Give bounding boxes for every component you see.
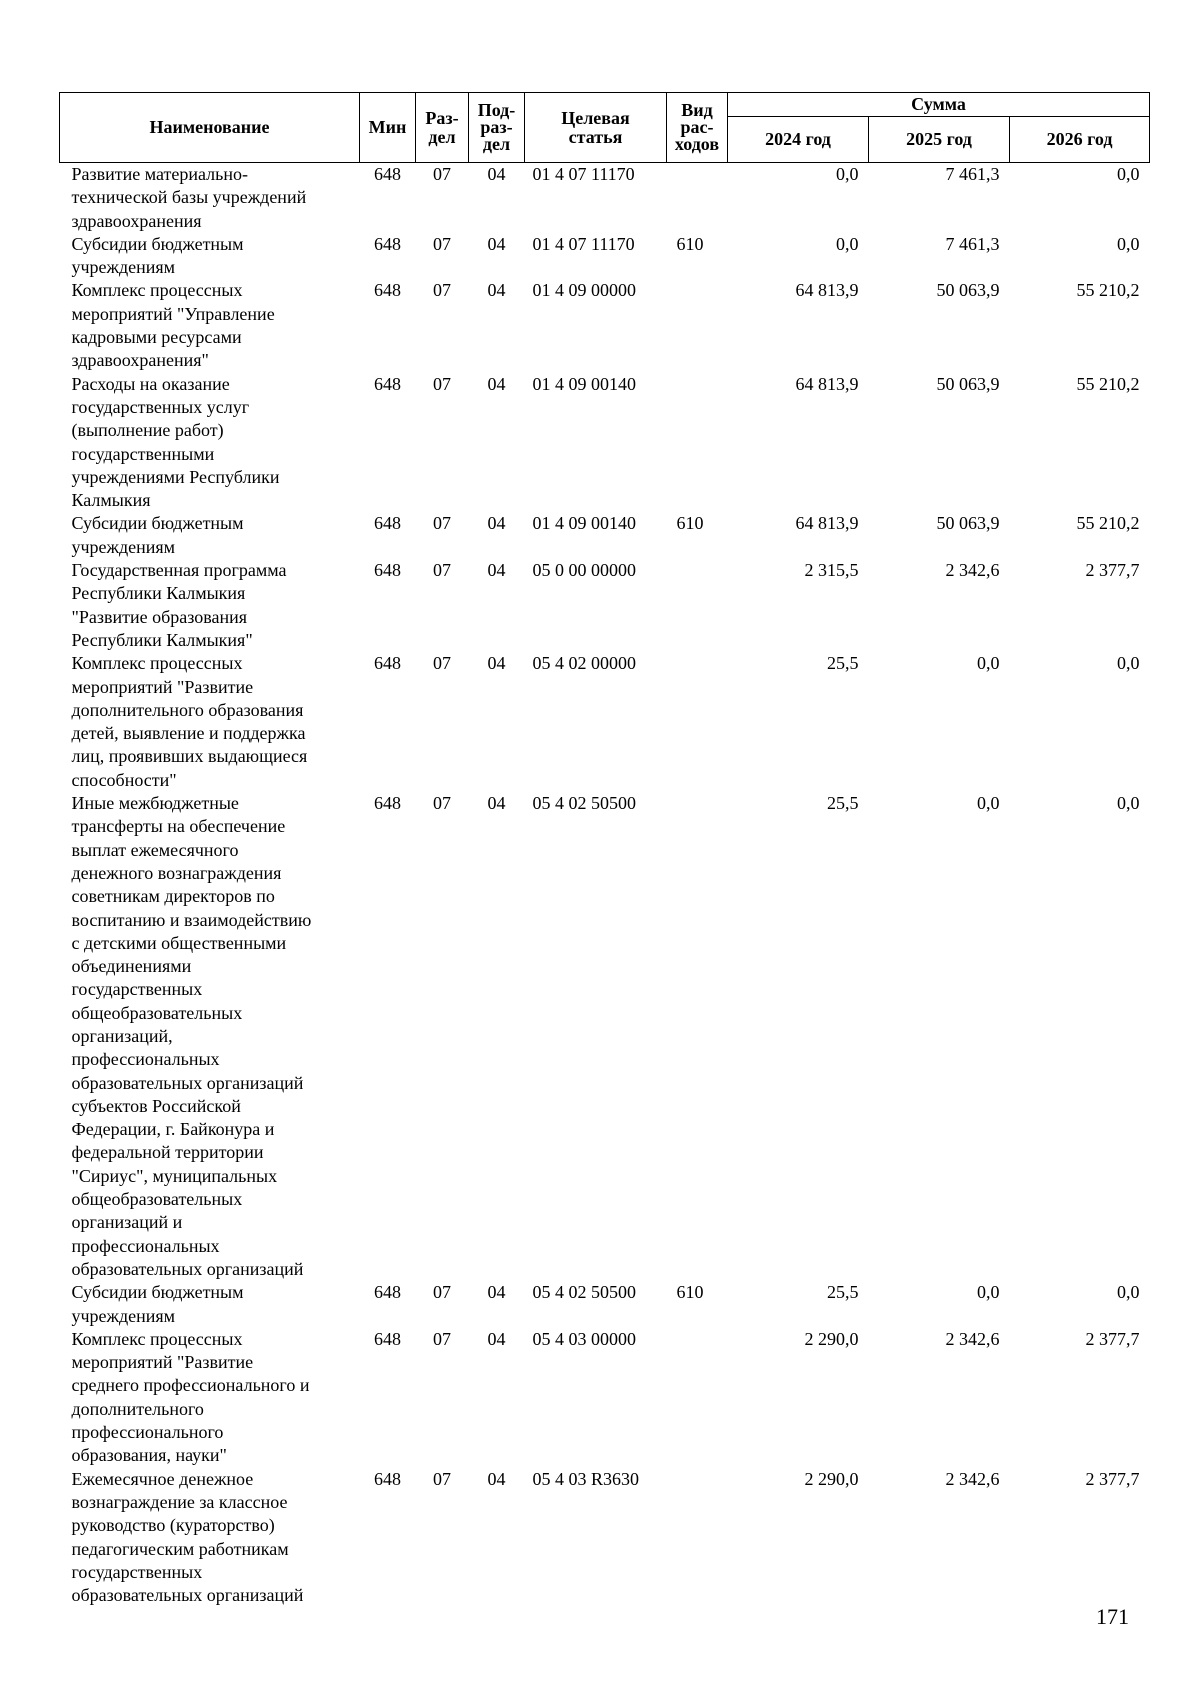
row-podrazdel: 04 bbox=[487, 280, 506, 301]
row-razdel: 07 bbox=[433, 560, 451, 581]
row-sum-2026: 2 377,7 bbox=[1085, 560, 1140, 581]
row-tselevaya-statya: 05 4 03 00000 bbox=[532, 1328, 636, 1349]
table-row bbox=[60, 1328, 1150, 1468]
row-tselevaya-statya: 01 4 09 00000 bbox=[532, 280, 636, 301]
table-row bbox=[60, 279, 1150, 372]
row-podrazdel: 04 bbox=[487, 513, 506, 534]
row-sum-2024: 64 813,9 bbox=[795, 280, 859, 301]
row-min: 648 bbox=[374, 1282, 401, 1303]
row-tselevaya-statya: 05 4 02 00000 bbox=[532, 653, 636, 674]
row-min: 648 bbox=[374, 164, 401, 184]
row-name: Иные межбюджетные трансферты на обеспечение выплат ежемесячного денежного вознаграждения советникам директоров по воспитанию и взаимодействию с детскими общественными объединениями государственных общеобразовательных организаций, профессиональных образовательных организаций субъектов Российской Федерации, г. Байконура и федеральной территории "Сириус", муниципальных общеобразовательных организаций и профессиональных образовательных организаций bbox=[71, 793, 312, 1279]
table-row bbox=[60, 233, 1150, 280]
row-tselevaya-statya: 05 0 00 00000 bbox=[532, 560, 636, 581]
row-podrazdel: 04 bbox=[487, 373, 506, 394]
row-sum-2024: 2 290,0 bbox=[804, 1328, 859, 1349]
table-row bbox=[60, 652, 1150, 792]
row-name: Государственная программа Республики Калмыкия "Развитие образования Республики Калмыкия" bbox=[71, 560, 287, 650]
row-sum-2025: 2 342,6 bbox=[945, 1328, 1000, 1349]
row-tselevaya-statya: 01 4 09 00140 bbox=[532, 373, 636, 394]
row-podrazdel: 04 bbox=[487, 1468, 506, 1489]
header-year-2026: 2026 год bbox=[1010, 117, 1150, 163]
row-min: 648 bbox=[374, 1468, 401, 1489]
row-podrazdel: 04 bbox=[487, 233, 506, 254]
row-sum-2026: 2 377,7 bbox=[1085, 1328, 1140, 1349]
row-razdel: 07 bbox=[433, 653, 451, 674]
row-vid-raskhodov: 610 bbox=[676, 513, 704, 534]
row-razdel: 07 bbox=[433, 233, 451, 254]
row-sum-2025: 50 063,9 bbox=[936, 373, 1000, 394]
table-row bbox=[60, 792, 1150, 1281]
row-sum-2024: 25,5 bbox=[827, 1282, 859, 1303]
row-razdel: 07 bbox=[433, 1468, 451, 1489]
budget-page bbox=[59, 92, 1149, 1607]
row-sum-2025: 7 461,3 bbox=[945, 233, 1000, 254]
row-vid-raskhodov: 610 bbox=[676, 233, 704, 254]
row-podrazdel: 04 bbox=[487, 560, 506, 581]
header-razdel: Раз- дел bbox=[416, 93, 469, 163]
row-sum-2025: 0,0 bbox=[977, 653, 1000, 674]
row-vid-raskhodov bbox=[667, 373, 728, 513]
row-name: Субсидии бюджетным учреждениям bbox=[71, 513, 244, 557]
row-sum-2025: 2 342,6 bbox=[945, 1468, 1000, 1489]
row-vid-raskhodov bbox=[667, 792, 728, 1281]
row-razdel: 07 bbox=[433, 373, 451, 394]
row-name: Развитие материально- технической базы учреждений здравоохранения bbox=[71, 164, 307, 231]
row-razdel: 07 bbox=[433, 164, 451, 184]
row-vid-raskhodov bbox=[667, 1468, 728, 1608]
header-vid-raskhodov: Вид рас- ходов bbox=[667, 93, 728, 163]
row-sum-2024: 25,5 bbox=[827, 793, 859, 814]
row-sum-2025: 50 063,9 bbox=[936, 513, 1000, 534]
row-podrazdel: 04 bbox=[487, 1282, 506, 1303]
row-tselevaya-statya: 01 4 07 11170 bbox=[532, 233, 635, 254]
row-min: 648 bbox=[374, 373, 401, 394]
row-tselevaya-statya: 05 4 02 50500 bbox=[532, 793, 636, 814]
header-tselevaya-statya: Целевая статья bbox=[525, 93, 667, 163]
row-tselevaya-statya: 05 4 02 50500 bbox=[532, 1282, 636, 1303]
row-sum-2025: 50 063,9 bbox=[936, 280, 1000, 301]
row-sum-2026: 55 210,2 bbox=[1076, 513, 1140, 534]
row-sum-2025: 2 342,6 bbox=[945, 560, 1000, 581]
header-podrazdel: Под- раз- дел bbox=[469, 93, 525, 163]
row-min: 648 bbox=[374, 513, 401, 534]
row-min: 648 bbox=[374, 560, 401, 581]
row-min: 648 bbox=[374, 280, 401, 301]
row-sum-2024: 2 315,5 bbox=[804, 560, 859, 581]
table-row bbox=[60, 163, 1150, 233]
row-name: Субсидии бюджетным учреждениям bbox=[71, 1282, 244, 1326]
table-body bbox=[60, 163, 1150, 1608]
row-min: 648 bbox=[374, 1328, 401, 1349]
row-name: Комплекс процессных мероприятий "Развитие дополнительного образования детей, выявление и поддержка лиц, проявивших выдающиеся способности" bbox=[71, 653, 308, 790]
row-razdel: 07 bbox=[433, 280, 451, 301]
row-sum-2025: 0,0 bbox=[977, 793, 1000, 814]
row-sum-2025: 0,0 bbox=[977, 1282, 1000, 1303]
row-razdel: 07 bbox=[433, 513, 451, 534]
row-razdel: 07 bbox=[433, 1282, 451, 1303]
header-name: Наименование bbox=[60, 93, 360, 163]
header-year-2025: 2025 год bbox=[869, 117, 1010, 163]
row-tselevaya-statya: 01 4 07 11170 bbox=[532, 164, 635, 184]
table-row bbox=[60, 1468, 1150, 1608]
row-podrazdel: 04 bbox=[487, 164, 506, 184]
row-name: Субсидии бюджетным учреждениям bbox=[71, 233, 244, 278]
row-sum-2024: 0,0 bbox=[836, 164, 859, 184]
row-name: Расходы на оказание государственных услуг (выполнение работ) государственными учреждениями Республики Калмыкия bbox=[71, 373, 280, 511]
row-vid-raskhodov bbox=[667, 279, 728, 372]
row-razdel: 07 bbox=[433, 793, 451, 814]
row-sum-2026: 55 210,2 bbox=[1076, 373, 1140, 394]
table-header bbox=[60, 93, 1150, 163]
row-podrazdel: 04 bbox=[487, 793, 506, 814]
header-summa: Сумма bbox=[728, 93, 1150, 117]
row-name: Ежемесячное денежное вознаграждение за классное руководство (кураторство) педагогическим работникам государственных образовательных организаций bbox=[71, 1468, 304, 1606]
row-podrazdel: 04 bbox=[487, 653, 506, 674]
row-tselevaya-statya: 05 4 03 R3630 bbox=[532, 1468, 640, 1489]
row-min: 648 bbox=[374, 793, 401, 814]
table-row bbox=[60, 559, 1150, 652]
header-min: Мин bbox=[360, 93, 416, 163]
row-name: Комплекс процессных мероприятий "Управление кадровыми ресурсами здравоохранения" bbox=[71, 280, 275, 371]
row-sum-2024: 64 813,9 bbox=[795, 373, 859, 394]
row-vid-raskhodov bbox=[667, 163, 728, 233]
row-sum-2026: 0,0 bbox=[1117, 1282, 1140, 1303]
table-row bbox=[60, 512, 1150, 559]
row-min: 648 bbox=[374, 233, 401, 254]
row-vid-raskhodov bbox=[667, 652, 728, 792]
row-sum-2024: 25,5 bbox=[827, 653, 859, 674]
row-sum-2025: 7 461,3 bbox=[945, 164, 1000, 184]
page-number: 171 bbox=[1096, 1604, 1129, 1629]
row-sum-2026: 55 210,2 bbox=[1076, 280, 1140, 301]
row-sum-2026: 0,0 bbox=[1117, 233, 1140, 254]
row-vid-raskhodov: 610 bbox=[676, 1282, 704, 1303]
row-name: Комплекс процессных мероприятий "Развитие среднего профессионального и дополнительного профессионального образования, науки" bbox=[71, 1328, 310, 1466]
row-sum-2026: 0,0 bbox=[1117, 653, 1140, 674]
row-min: 648 bbox=[374, 653, 401, 674]
row-sum-2024: 2 290,0 bbox=[804, 1468, 859, 1489]
budget-table bbox=[59, 92, 1150, 1607]
row-sum-2026: 0,0 bbox=[1117, 164, 1140, 184]
row-sum-2024: 64 813,9 bbox=[795, 513, 859, 534]
row-tselevaya-statya: 01 4 09 00140 bbox=[532, 513, 636, 534]
row-vid-raskhodov bbox=[667, 1328, 728, 1468]
table-row bbox=[60, 1281, 1150, 1328]
row-sum-2024: 0,0 bbox=[836, 233, 859, 254]
row-sum-2026: 2 377,7 bbox=[1085, 1468, 1140, 1489]
header-year-2024: 2024 год bbox=[728, 117, 869, 163]
row-podrazdel: 04 bbox=[487, 1328, 506, 1349]
row-razdel: 07 bbox=[433, 1328, 451, 1349]
table-row bbox=[60, 373, 1150, 513]
row-sum-2026: 0,0 bbox=[1117, 793, 1140, 814]
row-vid-raskhodov bbox=[667, 559, 728, 652]
